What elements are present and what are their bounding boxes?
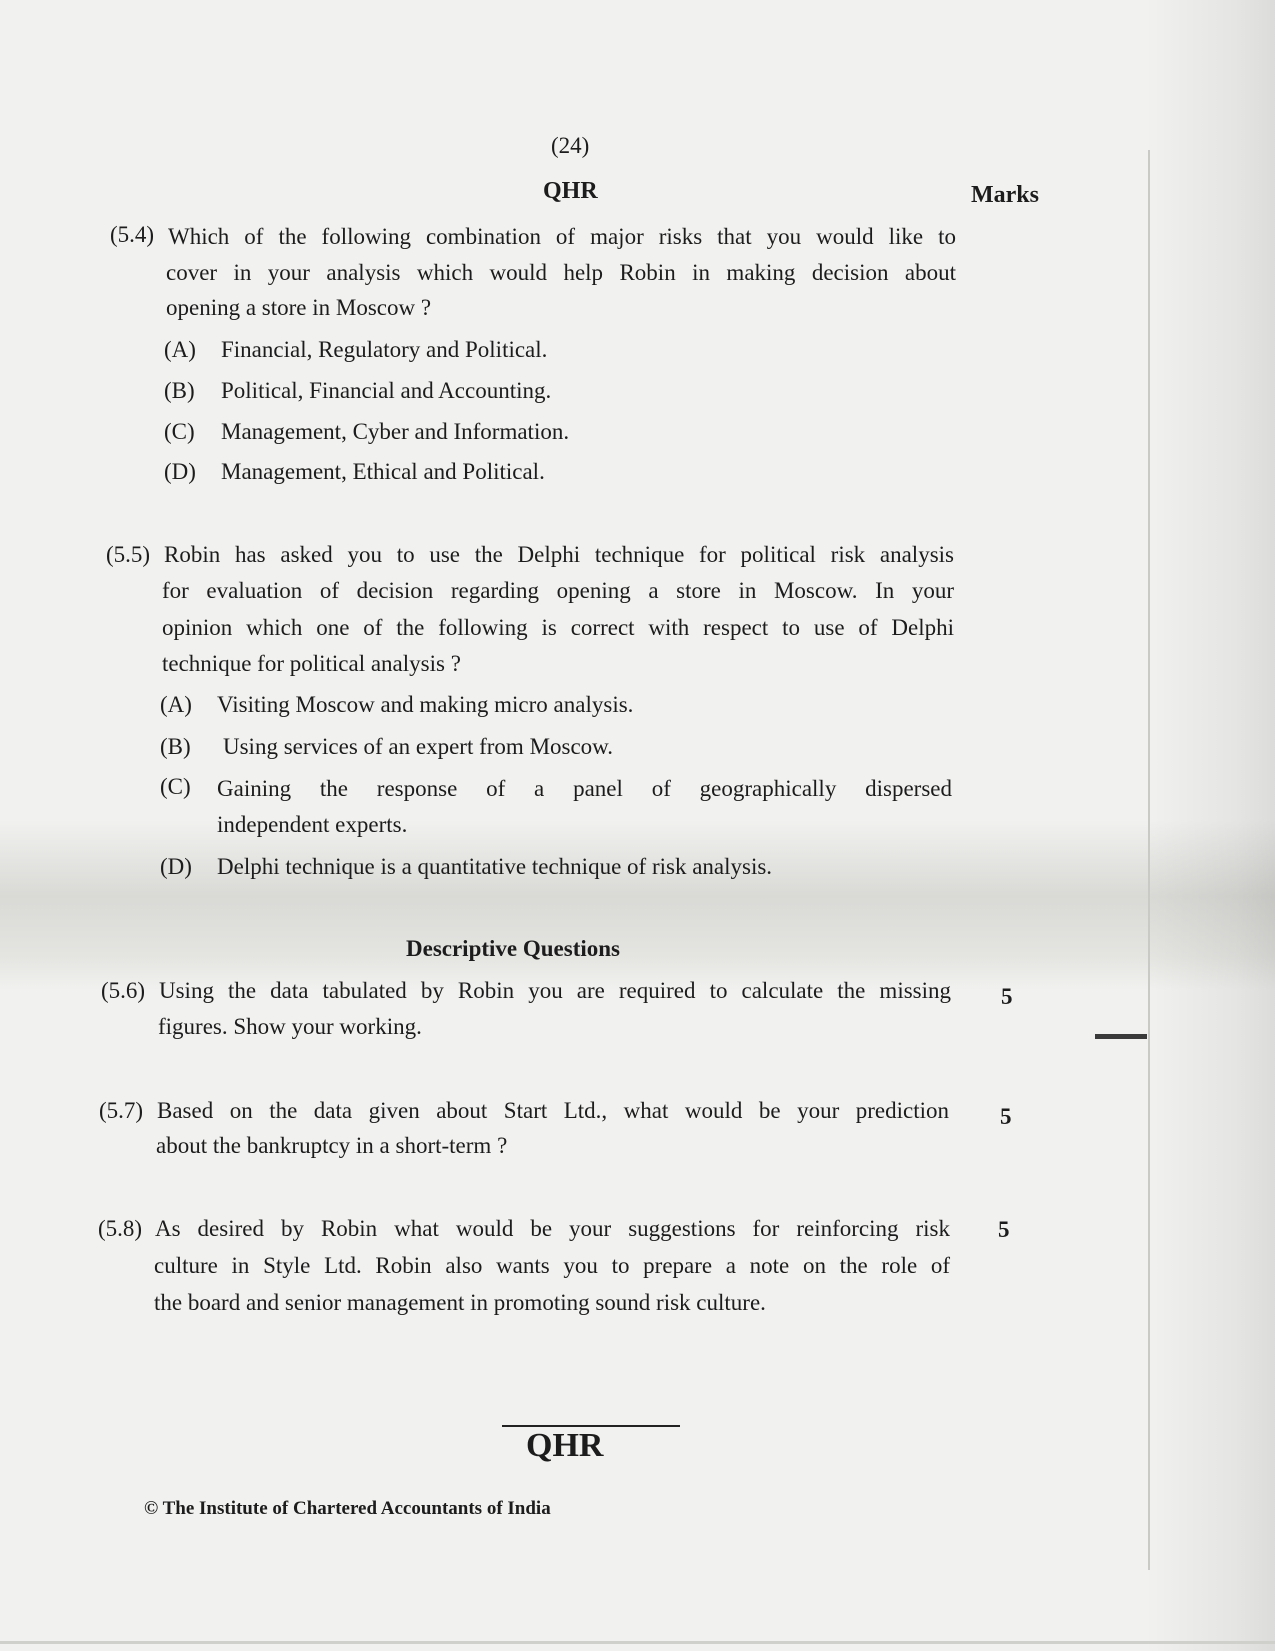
option-label: (D) xyxy=(160,854,192,879)
question-line: for evaluation of decision regarding opening a store in Moscow. In your xyxy=(162,578,954,603)
question-line: Which of the following combination of major risks that you would like to xyxy=(168,224,956,249)
question-number: (5.5) xyxy=(106,542,151,567)
question-number: (5.4) xyxy=(110,222,155,247)
option-label: (C) xyxy=(160,774,191,799)
question-line: about the bankruptcy in a short-term ? xyxy=(156,1133,508,1158)
section-heading: Descriptive Questions xyxy=(406,936,621,961)
option-label: (B) xyxy=(164,378,195,403)
question-line: figures. Show your working. xyxy=(158,1014,422,1039)
question-line: cover in your analysis which would help Robin in making decision about xyxy=(166,260,956,285)
question-line: Based on the data given about Start Ltd., what would be your prediction xyxy=(157,1098,949,1123)
question-line: the board and senior management in promoting sound risk culture. xyxy=(154,1290,766,1315)
option-label: (C) xyxy=(164,419,195,444)
option-label: (A) xyxy=(160,692,192,717)
option-text: Gaining the response of a panel of geographically dispersed xyxy=(217,776,952,801)
question-marks: 5 xyxy=(998,1217,1010,1242)
page-edge-line xyxy=(1148,150,1150,1570)
option-text: Financial, Regulatory and Political. xyxy=(221,337,548,362)
question-number: (5.7) xyxy=(99,1098,144,1123)
margin-mark xyxy=(1095,1034,1147,1039)
question-number: (5.6) xyxy=(101,978,146,1003)
scan-shadow xyxy=(0,820,1275,990)
question-line: Using the data tabulated by Robin you are required to calculate the missing xyxy=(159,978,951,1003)
question-marks: 5 xyxy=(1001,984,1013,1009)
option-label: (D) xyxy=(164,459,196,484)
question-marks: 5 xyxy=(1000,1104,1012,1129)
question-line: As desired by Robin what would be your suggestions for reinforcing risk xyxy=(155,1216,950,1241)
copyright-notice: © The Institute of Chartered Accountants of India xyxy=(144,1498,551,1519)
option-text: Political, Financial and Accounting. xyxy=(221,378,552,403)
option-label: (B) xyxy=(160,734,191,759)
option-text: independent experts. xyxy=(217,812,408,837)
option-label: (A) xyxy=(164,337,196,362)
option-text: Delphi technique is a quantitative technique of risk analysis. xyxy=(217,854,773,879)
question-line: culture in Style Ltd. Robin also wants you to prepare a note on the role of xyxy=(154,1253,950,1278)
question-number: (5.8) xyxy=(98,1216,143,1241)
option-text: Using services of an expert from Moscow. xyxy=(223,734,614,759)
option-text: Management, Ethical and Political. xyxy=(221,459,545,484)
page-number: (24) xyxy=(551,133,590,158)
marks-heading: Marks xyxy=(971,182,1039,208)
option-text: Management, Cyber and Information. xyxy=(221,419,570,444)
option-text: Visiting Moscow and making micro analysis. xyxy=(217,692,634,717)
paper-code: QHR xyxy=(543,178,598,204)
question-line: technique for political analysis ? xyxy=(162,651,461,676)
footer-paper-code: QHR xyxy=(526,1427,604,1464)
question-line: opinion which one of the following is correct with respect to use of Delphi xyxy=(162,615,954,640)
question-line: Robin has asked you to use the Delphi technique for political risk analysis xyxy=(164,542,954,567)
page-edge-shadow xyxy=(1145,0,1275,1651)
question-line: opening a store in Moscow ? xyxy=(166,295,432,320)
page-bottom-edge xyxy=(0,1641,1275,1644)
